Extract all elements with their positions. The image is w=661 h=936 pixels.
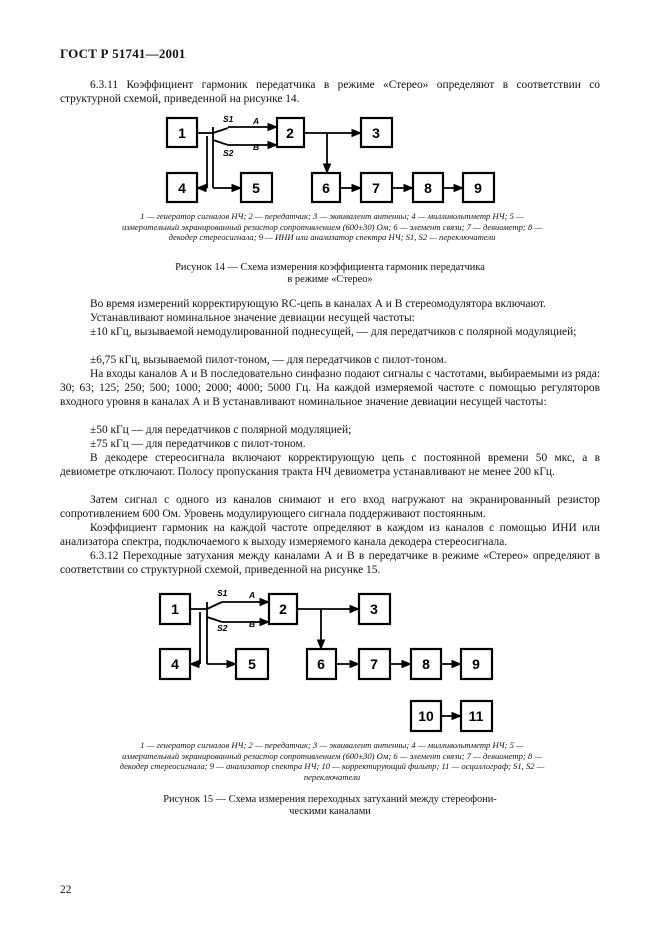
page-number: 22 <box>60 884 72 896</box>
body-paragraph-4: ±6,75 кГц, вызываемой пилот-тоном, — для передатчиков с пилот-тоном. <box>90 354 447 366</box>
block-4-label: 4 <box>171 656 179 672</box>
label-a: A <box>249 590 256 600</box>
block-11-label: 11 <box>468 708 484 724</box>
figure-15-diagram <box>0 585 661 740</box>
label-a: A <box>253 116 260 126</box>
block-6-label: 6 <box>322 180 330 196</box>
body-paragraph-9: Затем сигнал с одного из каналов снимают и его вход нагружают на экранированный резистор сопротивлением 600 Ом. Уровень модулирующего сигнала поддерживают постоянным. <box>60 494 600 520</box>
block-3-label: 3 <box>370 601 378 617</box>
body-paragraph-1: Во время измерений корректирующую RC-цепь в каналах А и В стереомодулятора включают. <box>90 298 546 310</box>
figure-15-caption <box>120 794 540 818</box>
block-2-label: 2 <box>279 601 287 617</box>
label-b: B <box>249 619 256 629</box>
switch-s2-lever <box>213 140 228 145</box>
block-4-label: 4 <box>178 180 186 196</box>
body-paragraph-5: На входы каналов А и В последовательно синфазно подают сигналы с частотами, выбираемыми из ряда: 30; 63; 125; 250; 500; 1000; 2000; 4000; 5000 Гц. На каждой измеряемой частоте с помощью регуляторов входного уровня в каналах А и В устанавливают номинальное значение девиации несущей частоты: <box>60 368 600 408</box>
body-paragraph-6: ±50 кГц — для передатчиков с полярной модуляцией; <box>90 424 352 436</box>
block-1-label: 1 <box>178 125 186 141</box>
document-header: ГОСТ Р 51741—2001 <box>60 46 186 61</box>
switch-s2-lever <box>207 617 222 622</box>
paragraph-6-3-12: 6.3.12 Переходные затухания между каналами А и В в передатчике в режиме «Стерео» определяют в соответствии со структурной схемой, приведенной на рисунке 15. <box>60 550 600 576</box>
block-9-label: 9 <box>474 180 482 196</box>
block-8-label: 8 <box>422 656 430 672</box>
block-8-label: 8 <box>424 180 432 196</box>
figure-15-legend: 1 — генератор сигналов НЧ; 2 — передатчик; 3 — эквивалент антенны; 4 — милливольтметр НЧ; 5 — измерительный экранированный резистор сопротивлением (600±30) Ом; 6 — элемент связи; 7 — девиометр; 8 — декодер стереосигнала; 9 — анализатор спектра НЧ; 10 — корректирующий фильтр; 11 — осциллограф; S1, S2 — переключатели <box>119 740 545 782</box>
body-paragraph-8: В декодере стереосигнала включают корректирующую цепь с постоянной времени 50 мкс, а в девиометре отключают. Полосу пропускания тракта НЧ девиометра устанавливают не менее 200 кГц. <box>60 452 600 478</box>
block-5-label: 5 <box>252 180 260 196</box>
figure-14-caption-line-1: Рисунок 14 — Схема измерения коэффициента гармоник передатчика <box>175 262 485 273</box>
figure-14-caption <box>120 262 540 286</box>
label-s1: S1 <box>217 588 228 598</box>
paragraph-6-3-11: 6.3.11 Коэффициент гармоник передатчика в режиме «Стерео» определяют в соответствии со структурной схемой, приведенной на рисунке 14. <box>60 79 600 105</box>
body-paragraph-10: Коэффициент гармоник на каждой частоте определяют в каждом из каналов с помощью ИНИ или анализатора спектра, подключаемого к выходу измеряемого канала декодера стереосигнала. <box>60 522 600 548</box>
block-6-label: 6 <box>317 656 325 672</box>
block-7-label: 7 <box>372 180 380 196</box>
block-3-label: 3 <box>372 125 380 141</box>
figure-15-caption-line-2: ческими каналами <box>289 806 371 817</box>
body-paragraph-7: ±75 кГц — для передатчиков с пилот-тоном. <box>90 438 306 450</box>
block-2-label: 2 <box>286 125 294 141</box>
label-b: B <box>253 142 260 152</box>
switch-s1-lever <box>207 602 222 609</box>
block-9-label: 9 <box>472 656 480 672</box>
block-5-label: 5 <box>248 656 256 672</box>
label-s2: S2 <box>217 623 228 633</box>
block-1-label: 1 <box>171 601 179 617</box>
figure-14-diagram <box>0 110 661 210</box>
label-s2: S2 <box>223 148 234 158</box>
block-7-label: 7 <box>370 656 378 672</box>
switch-s1-lever <box>213 128 228 133</box>
body-paragraph-2: Устанавливают номинальное значение девиации несущей частоты: <box>90 312 415 324</box>
figure-14-caption-line-2: в режиме «Стерео» <box>287 274 373 285</box>
body-paragraph-3: ±10 кГц, вызываемой немодулированной поднесущей, — для передатчиков с полярной модуляцией; <box>90 326 577 338</box>
figure-15-caption-line-1: Рисунок 15 — Схема измерения переходных затуханий между стереофони- <box>163 794 497 805</box>
figure-14-legend: 1 — генератор сигналов НЧ; 2 — передатчик; 3 — эквивалент антенны; 4 — милливольтметр НЧ; 5 — измерительный экранированный резистор сопротивлением (600±30) Ом; 6 — элемент связи; 7 — девиометр; 8 — декодер стереосигнала; 9 — ИНИ или анализатор спектра НЧ; S1, S2 — переключатели <box>121 211 543 243</box>
block-10-label: 10 <box>418 708 434 724</box>
label-s1: S1 <box>223 114 234 124</box>
